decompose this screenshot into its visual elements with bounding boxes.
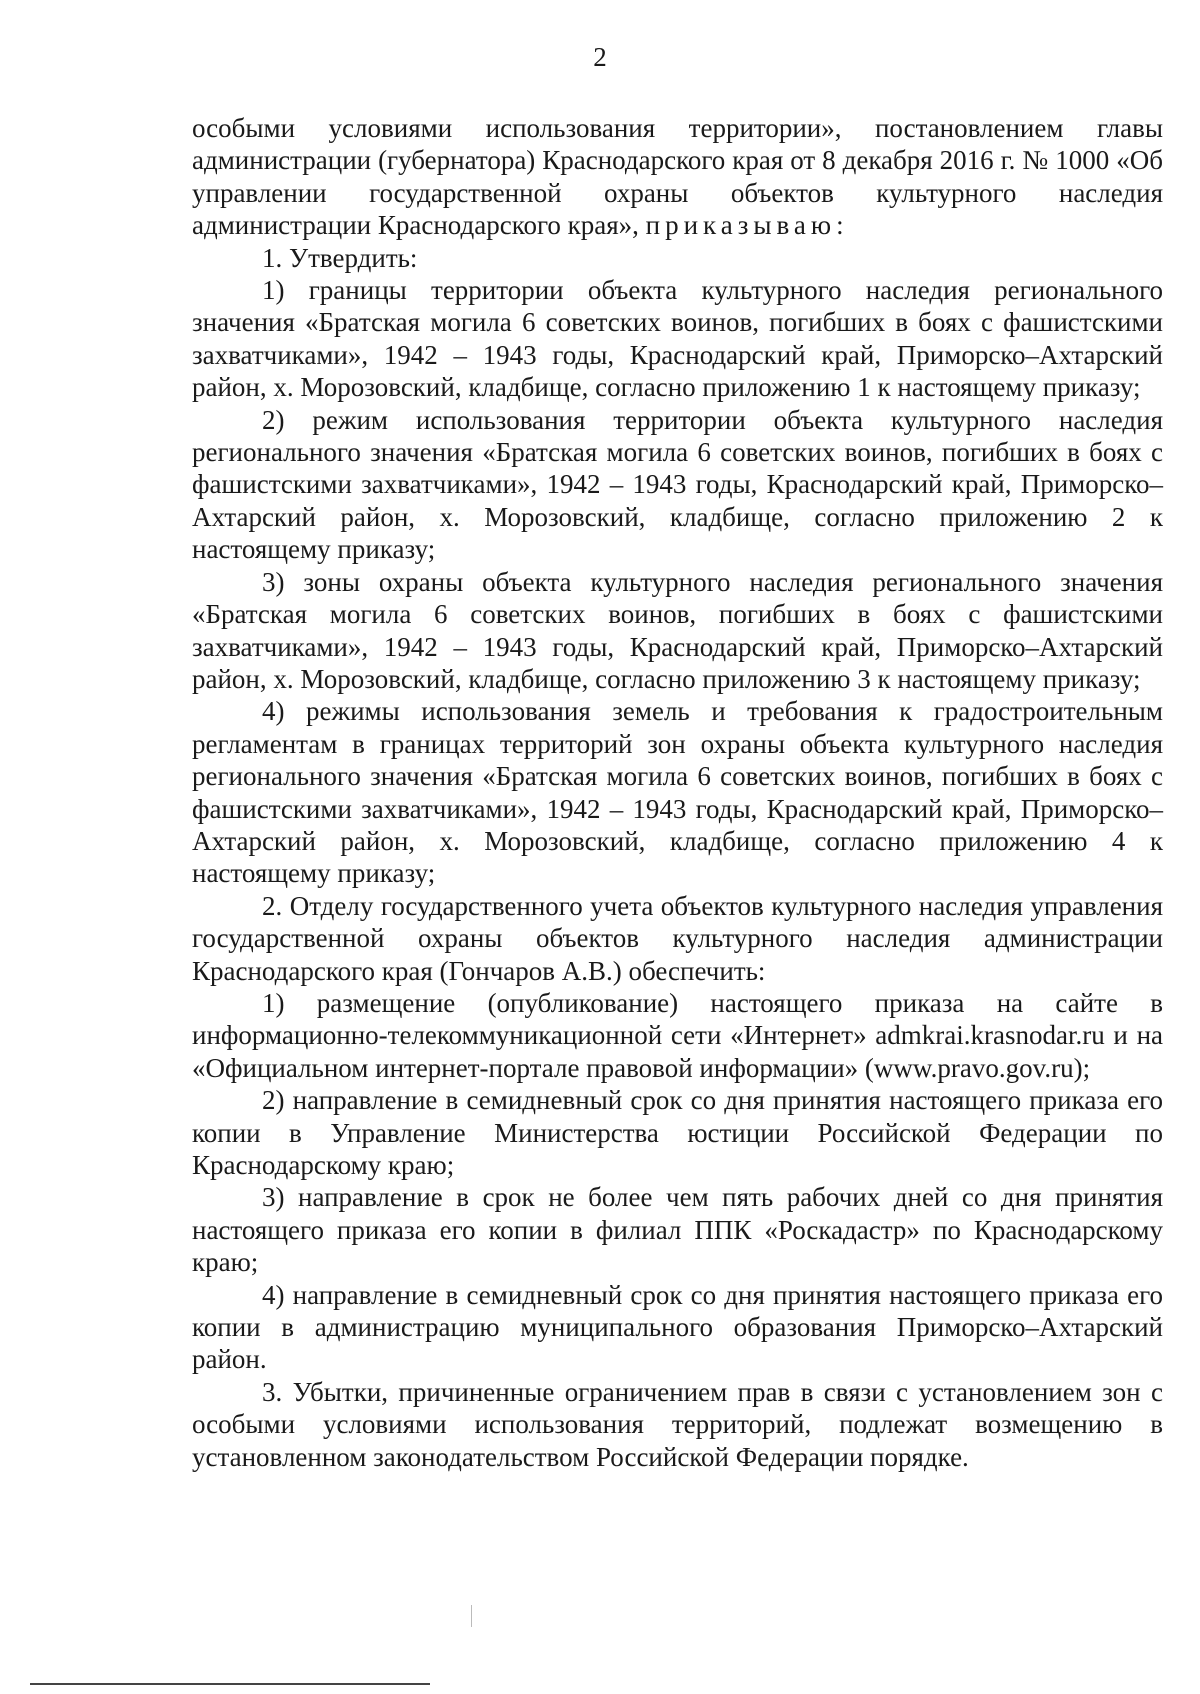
page-number: 2 xyxy=(593,42,607,72)
paragraph-item-2-3: 3) направление в срок не более чем пять рабочих дней со дня принятия настоящего приказа его копии в филиал ППК «Роскадастр» по Краснодарскому краю; xyxy=(192,1182,1163,1278)
scan-mark xyxy=(471,1605,472,1627)
paragraph-preamble xyxy=(192,112,1163,242)
paragraph-item-1-3: 3) зоны охраны объекта культурного наследия регионального значения «Братская могила 6 советских воинов, погибших в боях с фашистскими захватчиками», 1942 – 1943 годы, Краснодарский край, Приморско–Ахтарский район, х. Морозовский, кладбище, согласно приложению 3 к настоящему приказу; xyxy=(192,566,1163,694)
paragraph-item-2-2: 2) направление в семидневный срок со дня принятия настоящего приказа его копии в Управление Министерства юстиции Российской Федерации по Краснодарскому краю; xyxy=(192,1085,1163,1180)
paragraph-item-1: 1. Утвердить: xyxy=(262,242,418,273)
paragraph-item-3: 3. Убытки, причиненные ограничением прав в связи с установлением зон с особыми условиями использования территорий, подлежат возмещению в установленном законодательством Российской Федерации порядке. xyxy=(192,1376,1163,1472)
paragraph-item-1-1: 1) границы территории объекта культурного наследия регионального значения «Братская могила 6 советских воинов, погибших в боях с фашистскими захватчиками», 1942 – 1943 годы, Краснодарский край, Приморско–Ахтарский район, х. Морозовский, кладбище, согласно приложению 1 к настоящему приказу; xyxy=(192,275,1163,403)
document-body xyxy=(192,112,1163,1473)
paragraph-item-2: 2. Отделу государственного учета объектов культурного наследия управления государственной охраны объектов культурного наследия администрации Краснодарского края (Гончаров А.В.) обеспечить: xyxy=(192,890,1163,986)
paragraph-item-2-1: 1) размещение (опубликование) настоящего приказа на сайте в информационно-телекоммуникационной сети «Интернет» admkrai.krasnodar.ru и на «Официальном интернет-портале правовой информации» (www.pravo.gov.ru); xyxy=(192,987,1163,1083)
paragraph-item-1-2: 2) режим использования территории объекта культурного наследия регионального значения «Братская могила 6 советских воинов, погибших в боях с фашистскими захватчиками», 1942 – 1943 годы, Краснодарский край, Приморско–Ахтарский район, х. Морозовский, кладбище, согласно приложению 2 к настоящему приказу; xyxy=(192,404,1163,565)
footer-divider xyxy=(30,1683,430,1685)
order-word: приказываю: xyxy=(645,210,849,241)
paragraph-item-1-4: 4) режимы использования земель и требования к градостроительным регламентам в границах территорий зон охраны объекта культурного наследия регионального значения «Братская могила 6 советских воинов, погибших в боях с фашистскими захватчиками», 1942 – 1943 годы, Краснодарский край, Приморско–Ахтарский район, х. Морозовский, кладбище, согласно приложению 4 к настоящему приказу; xyxy=(192,696,1163,889)
paragraph-item-2-4: 4) направление в семидневный срок со дня принятия настоящего приказа его копии в администрацию муниципального образования Приморско–Ахтарский район. xyxy=(192,1279,1163,1375)
preamble-text: особыми условиями использования территории», постановлением главы администрации (губернатора) Краснодарского края от 8 декабря 2016 г. № 1000 «Об управлении государственной охраны объектов культурного наследия администрации Краснодарского края», xyxy=(192,113,1163,241)
